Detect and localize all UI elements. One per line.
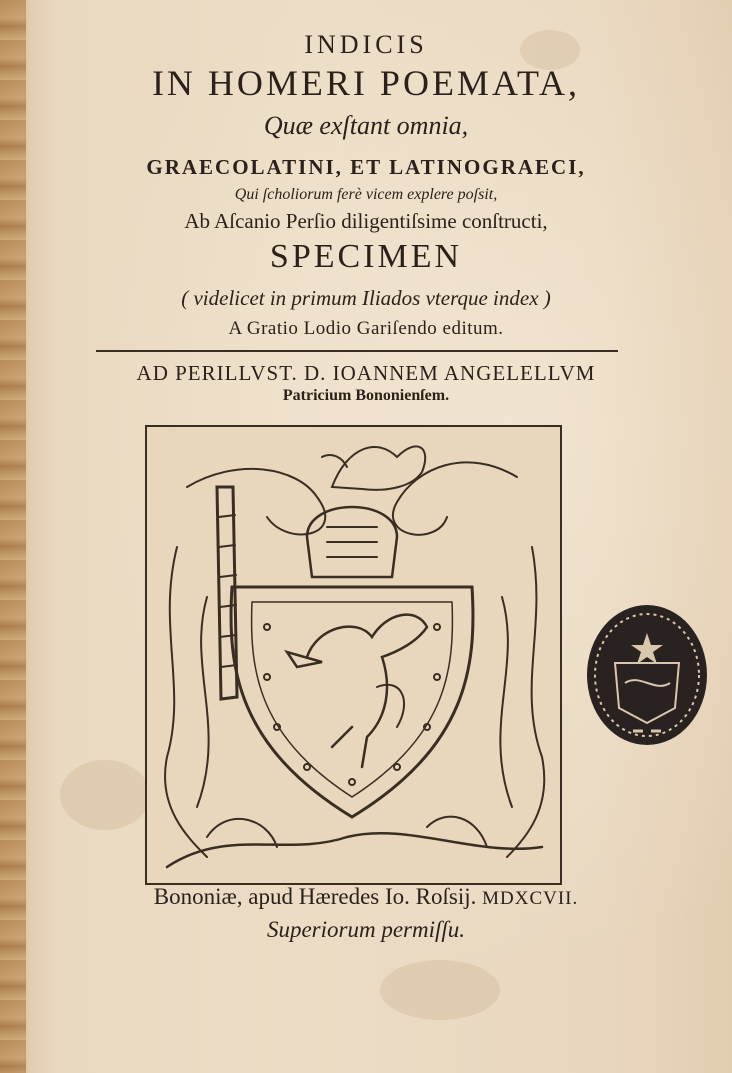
title-line-graecolatini: GRAECOLATINI, ET LATINOGRAECI, <box>146 155 586 179</box>
library-stamp <box>585 603 709 748</box>
stamp-icon <box>585 603 709 748</box>
title-line-indicis: INDICIS <box>304 30 428 59</box>
imprint-place: Bononiæ, apud Hæredes Io. Roſsij. <box>153 884 477 909</box>
title-line-specimen: SPECIMEN <box>269 238 463 275</box>
dedication-line-1: AD PERILLVST. D. IOANNEM ANGELELLVM <box>136 361 596 385</box>
title-line-gratio: A Gratio Lodio Gariſendo editum. <box>228 318 504 339</box>
paper-stain <box>60 760 150 830</box>
title-line-ascanio: Ab Aſcanio Perſio diligentiſsime conſtructi, <box>184 209 548 233</box>
imprint-year: MDXCVII. <box>482 888 579 909</box>
title-line-scholiorum: Qui ſcholiorum ferè vicem explere poſsit, <box>234 186 498 203</box>
horizontal-rule <box>96 350 618 352</box>
title-line-homeri: IN HOMERI POEMATA, <box>151 63 581 103</box>
imprint-line <box>0 884 732 910</box>
title-line-quae: Quæ exſtant omnia, <box>263 111 469 140</box>
coat-of-arms-woodcut <box>145 425 562 885</box>
dedication-line-2: Patricium Bononienſem. <box>282 387 450 404</box>
paper-stain <box>380 960 500 1020</box>
griffin-crest-icon <box>147 427 560 883</box>
title-line-videlicet: ( videlicet in primum Iliados vterque index ) <box>181 286 551 310</box>
permission-line: Superiorum permiſſu. <box>266 917 466 942</box>
